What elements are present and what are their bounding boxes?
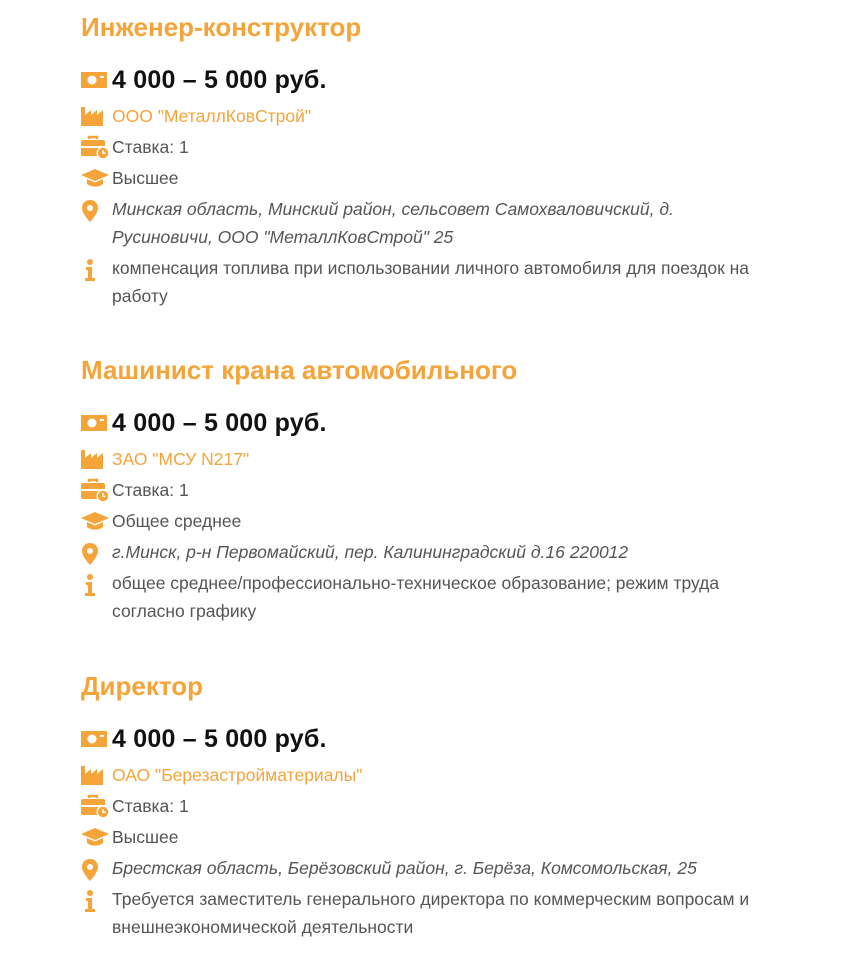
factory-icon (80, 761, 112, 789)
company-row (80, 102, 760, 130)
address-text: г.Минск, р-н Первомайский, пер. Калининградский д.16 220012 (112, 542, 629, 562)
salary-value: 4 000 – 5 000 руб. (112, 724, 327, 753)
graduation-cap-icon (80, 823, 112, 851)
vacancy-title-link[interactable]: Инженер-конструктор (81, 12, 362, 42)
address-row (80, 854, 760, 882)
education-text: Высшее (112, 168, 179, 188)
briefcase-clock-icon (80, 133, 112, 161)
salary-row (80, 64, 760, 96)
salary-row (80, 407, 760, 439)
map-marker-icon (80, 854, 112, 882)
map-marker-icon (80, 195, 112, 223)
briefcase-clock-icon (80, 792, 112, 820)
graduation-cap-icon (80, 164, 112, 192)
money-bill-icon (80, 69, 112, 91)
info-row (80, 885, 760, 941)
money-bill-icon (80, 412, 112, 434)
info-icon (80, 885, 112, 913)
info-icon (80, 254, 112, 282)
company-link[interactable]: ОАО "Березастройматериалы" (112, 765, 363, 785)
info-text: общее среднее/профессионально-техническое образование; режим труда согласно графику (112, 573, 720, 621)
salary-value: 4 000 – 5 000 руб. (112, 65, 327, 94)
info-row (80, 254, 760, 310)
address-text: Брестская область, Берёзовский район, г. Берёза, Комсомольская, 25 (112, 858, 697, 878)
address-row (80, 195, 760, 251)
info-text: Требуется заместитель генерального директора по коммерческим вопросам и внешнеэкономической деятельности (112, 889, 750, 937)
briefcase-clock-icon (80, 476, 112, 504)
company-row (80, 445, 760, 473)
vacancy-title-link[interactable]: Директор (81, 671, 204, 701)
vacancy-card (80, 353, 760, 625)
vacancy-title-link[interactable]: Машинист крана автомобильного (81, 355, 518, 385)
education-row (80, 164, 760, 192)
vacancy-card (80, 669, 760, 941)
address-row (80, 538, 760, 566)
company-link[interactable]: ООО "МеталлКовСтрой" (112, 106, 312, 126)
address-text: Минская область, Минский район, сельсовет Самохваловичский, д. Русиновичи, ООО "МеталлКовСтрой" 25 (112, 199, 674, 247)
factory-icon (80, 102, 112, 130)
rate-row (80, 476, 760, 504)
company-link[interactable]: ЗАО "МСУ N217" (112, 449, 250, 469)
education-text: Высшее (112, 827, 179, 847)
rate-row (80, 792, 760, 820)
info-row (80, 569, 760, 625)
education-row (80, 507, 760, 535)
salary-row (80, 723, 760, 755)
graduation-cap-icon (80, 507, 112, 535)
rate-text: Ставка: 1 (112, 796, 189, 816)
rate-text: Ставка: 1 (112, 137, 189, 157)
vacancy-card (80, 10, 760, 310)
info-text: компенсация топлива при использовании личного автомобиля для поездок на работу (112, 258, 750, 306)
company-row (80, 761, 760, 789)
rate-text: Ставка: 1 (112, 480, 189, 500)
salary-value: 4 000 – 5 000 руб. (112, 408, 327, 437)
education-text: Общее среднее (112, 511, 242, 531)
map-marker-icon (80, 538, 112, 566)
rate-row (80, 133, 760, 161)
factory-icon (80, 445, 112, 473)
education-row (80, 823, 760, 851)
info-icon (80, 569, 112, 597)
money-bill-icon (80, 728, 112, 750)
